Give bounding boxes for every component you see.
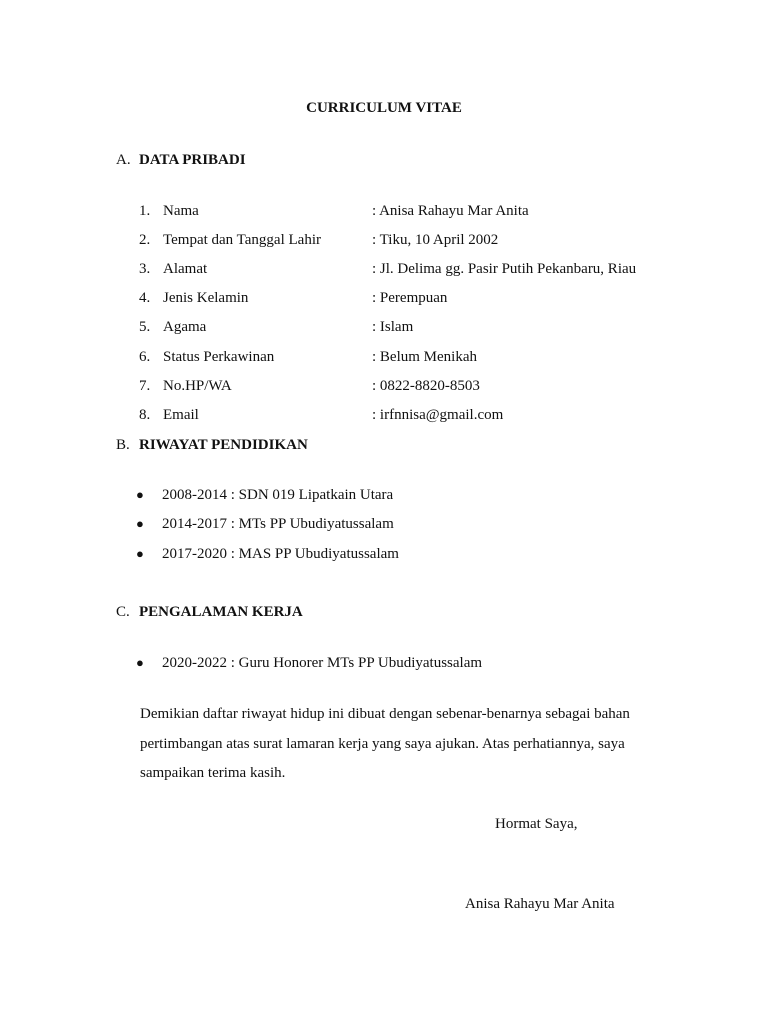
education-entry: 2008-2014 : SDN 019 Lipatkain Utara	[162, 487, 394, 503]
item-value: : Perempuan	[372, 290, 448, 306]
item-number: 6.	[139, 349, 151, 365]
signature-name: Anisa Rahayu Mar Anita	[465, 896, 615, 912]
bullet-icon: ●	[136, 546, 144, 561]
item-value: : Tiku, 10 April 2002	[372, 232, 499, 248]
item-value: : irfnnisa@gmail.com	[372, 407, 504, 423]
work-entry: 2020-2022 : Guru Honorer MTs PP Ubudiyatussalam	[162, 655, 483, 671]
paragraph-line: pertimbangan atas surat lamaran kerja yang saya ajukan. Atas perhatiannya, saya	[140, 736, 625, 752]
item-number: 7.	[139, 378, 151, 394]
education-entry: 2017-2020 : MAS PP Ubudiyatussalam	[162, 546, 399, 562]
item-value: : Anisa Rahayu Mar Anita	[372, 203, 529, 219]
paragraph-line: sampaikan terima kasih.	[140, 765, 286, 781]
item-number: 8.	[139, 407, 151, 423]
item-number: 5.	[139, 319, 151, 335]
bullet-icon: ●	[136, 487, 144, 502]
item-value: : Belum Menikah	[372, 349, 477, 365]
paragraph-line: Demikian daftar riwayat hidup ini dibuat dengan sebenar-benarnya sebagai bahan	[140, 706, 630, 722]
section-b-heading: RIWAYAT PENDIDIKAN	[139, 437, 308, 453]
item-label: Jenis Kelamin	[163, 290, 249, 306]
section-c-letter: C.	[116, 604, 130, 620]
item-label: Nama	[163, 203, 199, 219]
item-number: 4.	[139, 290, 151, 306]
section-a-heading: DATA PRIBADI	[139, 152, 246, 168]
closing-salutation: Hormat Saya,	[495, 816, 578, 832]
section-c-heading: PENGALAMAN KERJA	[139, 604, 303, 620]
bullet-icon: ●	[136, 516, 144, 531]
item-label: Status Perkawinan	[163, 349, 275, 365]
item-number: 3.	[139, 261, 151, 277]
bullet-icon: ●	[136, 655, 144, 670]
education-entry: 2014-2017 : MTs PP Ubudiyatussalam	[162, 516, 394, 532]
item-value: : Jl. Delima gg. Pasir Putih Pekanbaru, Riau	[372, 261, 637, 277]
item-value: : 0822-8820-8503	[372, 378, 480, 394]
item-number: 1.	[139, 203, 151, 219]
item-label: No.HP/WA	[163, 378, 232, 394]
item-label: Alamat	[163, 261, 208, 277]
item-label: Agama	[163, 319, 207, 335]
item-label: Email	[163, 407, 199, 423]
item-label: Tempat dan Tanggal Lahir	[163, 232, 321, 248]
section-a-letter: A.	[116, 152, 131, 168]
document-title: CURRICULUM VITAE	[306, 100, 462, 116]
section-b-letter: B.	[116, 437, 130, 453]
item-value: : Islam	[372, 319, 414, 335]
item-number: 2.	[139, 232, 151, 248]
